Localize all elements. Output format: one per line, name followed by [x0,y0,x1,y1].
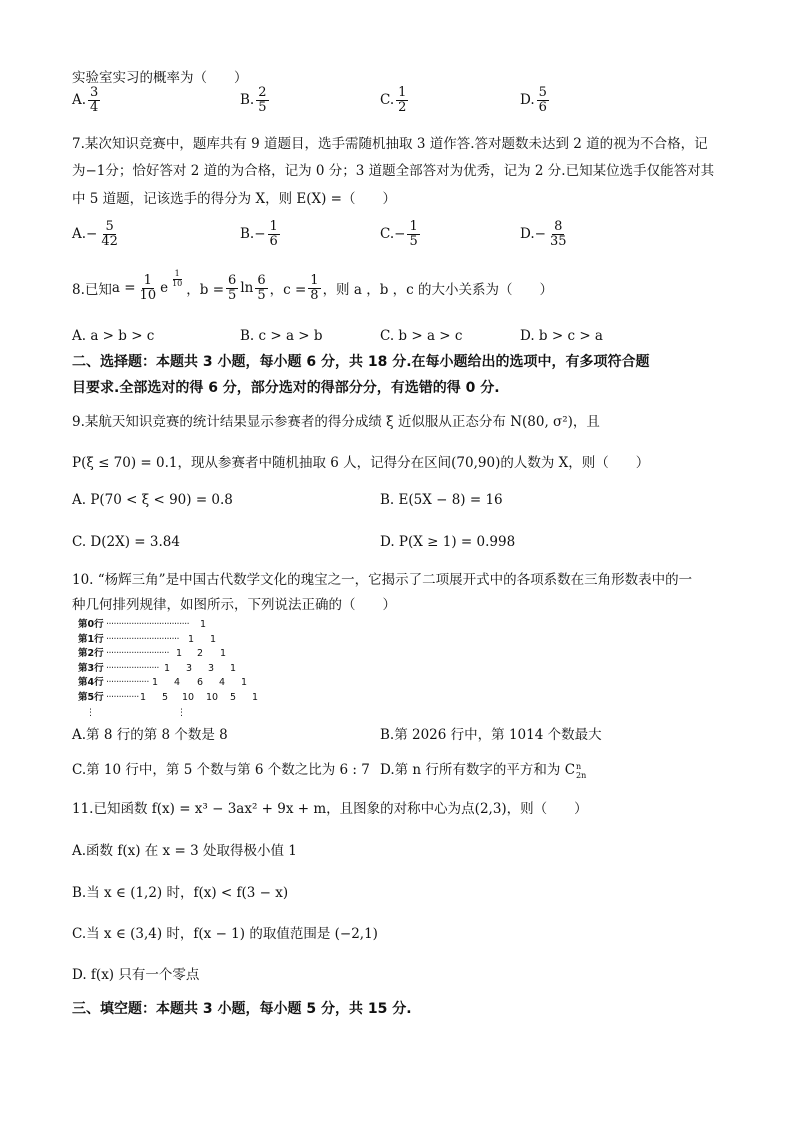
q9-option-a: A. P(70 < ξ < 90) = 0.8 [72,492,233,508]
q8-option-d: D. b > c > a [520,328,603,344]
q7-option-b: B. − $\frac{1}{6}$ [240,219,278,249]
q7-line-1: 7.某次知识竞赛中，题库共有 9 道题目，选手需随机抽取 3 道作答.答对题数未达到 2 道的视为不合格，记 [72,136,708,152]
q11-option-a: A.函数 f(x) 在 x = 3 处取得极小值 1 [72,843,297,859]
option-label: C. [380,92,395,109]
q9-line-1: 9.某航天知识竞赛的统计结果显示参赛者的得分成绩 ξ 近似服从正态分布 N(80, σ²)，且 [72,414,600,430]
q9-line-2: P(ξ ≤ 70) = 0.1，现从参赛者中随机抽取 6 人，记得分在区间(70,90)的人数为 X，则（ ） [72,455,650,471]
q6-option-c [380,86,410,114]
q6-option-d [520,86,551,114]
q7-option-d: D. − $\frac{8}{35}$ [520,219,567,249]
q8-option-c: C. b > a > c [380,328,463,344]
yanghui-triangle [78,618,278,718]
option-label: D. [520,92,535,109]
triangle-row: 第2行 ························· 1 2 1 [78,648,227,660]
fraction: $\frac{3}{4}$ [90,85,99,115]
q7-line-3: 中 5 道题，记该选手的得分为 X，则 E(X) =（ ） [72,191,396,207]
fraction: $\frac{8}{35}$ [549,219,567,249]
fraction: $\frac{1}{5}$ [409,219,418,249]
q10-option-b: B.第 2026 行中，第 1014 个数最大 [380,727,602,743]
triangle-row: 第4行 ················· 1 4 6 4 1 [78,677,248,689]
fraction: $\frac{5}{6}$ [538,85,547,115]
q10-line-2: 种几何排列规律，如图所示，下列说法正确的（ ） [72,597,396,613]
fraction: $\frac{6}{5}$ [257,273,266,303]
section-2-heading-line-2: 目要求.全部选对的得 6 分，部分选对的得部分分，有选错的得 0 分. [72,380,500,396]
triangle-row: 第1行 ····························· 1 1 [78,633,217,645]
q11-option-c: C.当 x ∈ (3,4) 时，f(x − 1) 的取值范围是 (−2,1) [72,926,378,942]
fraction: $\frac{2}{5}$ [258,85,267,115]
option-label: A. [72,92,87,109]
q9-option-d: D. P(X ≥ 1) = 0.998 [380,534,516,550]
exponent-fraction: $\frac{1}{10}$ [172,269,183,288]
option-label: B. [240,92,255,109]
q8-stem: 8.已知 a = $\frac{1}{10}$ e $\frac{1}{10}$ ，b = $\frac{6}{5}$ ln $\frac{6}{5}$ ，c = $\frac{1}{8}$ ，则 a ，b ，c 的大小关系为（ ） [72,269,553,303]
fraction: $\frac{5}{42}$ [101,219,118,249]
q11-option-d: D. f(x) 只有一个零点 [72,967,200,983]
fraction: $\frac{1}{10}$ [139,273,157,303]
q8-option-a: A. a > b > c [72,328,155,344]
section-2-heading-line-1: 二、选择题：本题共 3 小题，每小题 6 分，共 18 分.在每小题给出的选项中，有多项符合题 [72,354,650,370]
q10-option-a: A.第 8 行的第 8 个数是 8 [72,727,228,743]
section-3-heading: 三、填空题：本题共 3 小题，每小题 5 分，共 15 分. [72,1001,412,1017]
fraction: $\frac{1}{6}$ [269,219,278,249]
q10-line-1: 10. “杨辉三角”是中国古代数学文化的瑰宝之一，它揭示了二项展开式中的各项系数在三角形数表中的一 [72,572,693,588]
q9-option-c: C. D(2X) = 3.84 [72,534,180,550]
q11-option-b: B.当 x ∈ (1,2) 时，f(x) < f(3 − x) [72,885,289,901]
vertical-ellipsis: ⋮ [177,708,186,718]
q7-option-a: A. − $\frac{5}{42}$ [72,219,118,249]
fraction: $\frac{1}{8}$ [310,273,319,303]
q7-line-2: 为−1分；恰好答对 2 道的为合格，记为 0 分；3 道题全部答对为优秀，记为 2 分.已知某位选手仅能答对其 [72,163,715,179]
q6-tail-text: 实验室实习的概率为（ ） [72,70,248,86]
q6-option-b [240,86,271,114]
q7-option-c: C. − $\frac{1}{5}$ [380,219,418,249]
triangle-row: 第3行 ····················· 1 3 3 1 [78,662,237,674]
combination-indices: n 2n [576,761,587,780]
triangle-row: 第0行 ································· 1 [78,619,207,630]
q10-option-c: C.第 10 行中，第 5 个数与第 6 个数之比为 6 : 7 [72,762,370,778]
q9-option-b: B. E(5X − 8) = 16 [380,492,503,508]
fraction: $\frac{1}{2}$ [398,85,407,115]
fraction: $\frac{6}{5}$ [228,273,237,303]
triangle-row: 第5行 ············· 1 5 10 10 5 1 [78,691,259,703]
q11-line-1: 11.已知函数 f(x) = x³ − 3ax² + 9x + m，且图象的对称中心为点(2,3)，则（ ） [72,801,588,817]
q6-option-a [72,86,102,114]
q10-option-d: D.第 n 行所有数字的平方和为 C n 2n [380,761,587,780]
vertical-ellipsis: ⋮ [86,708,95,718]
q8-option-b: B. c > a > b [240,328,323,344]
